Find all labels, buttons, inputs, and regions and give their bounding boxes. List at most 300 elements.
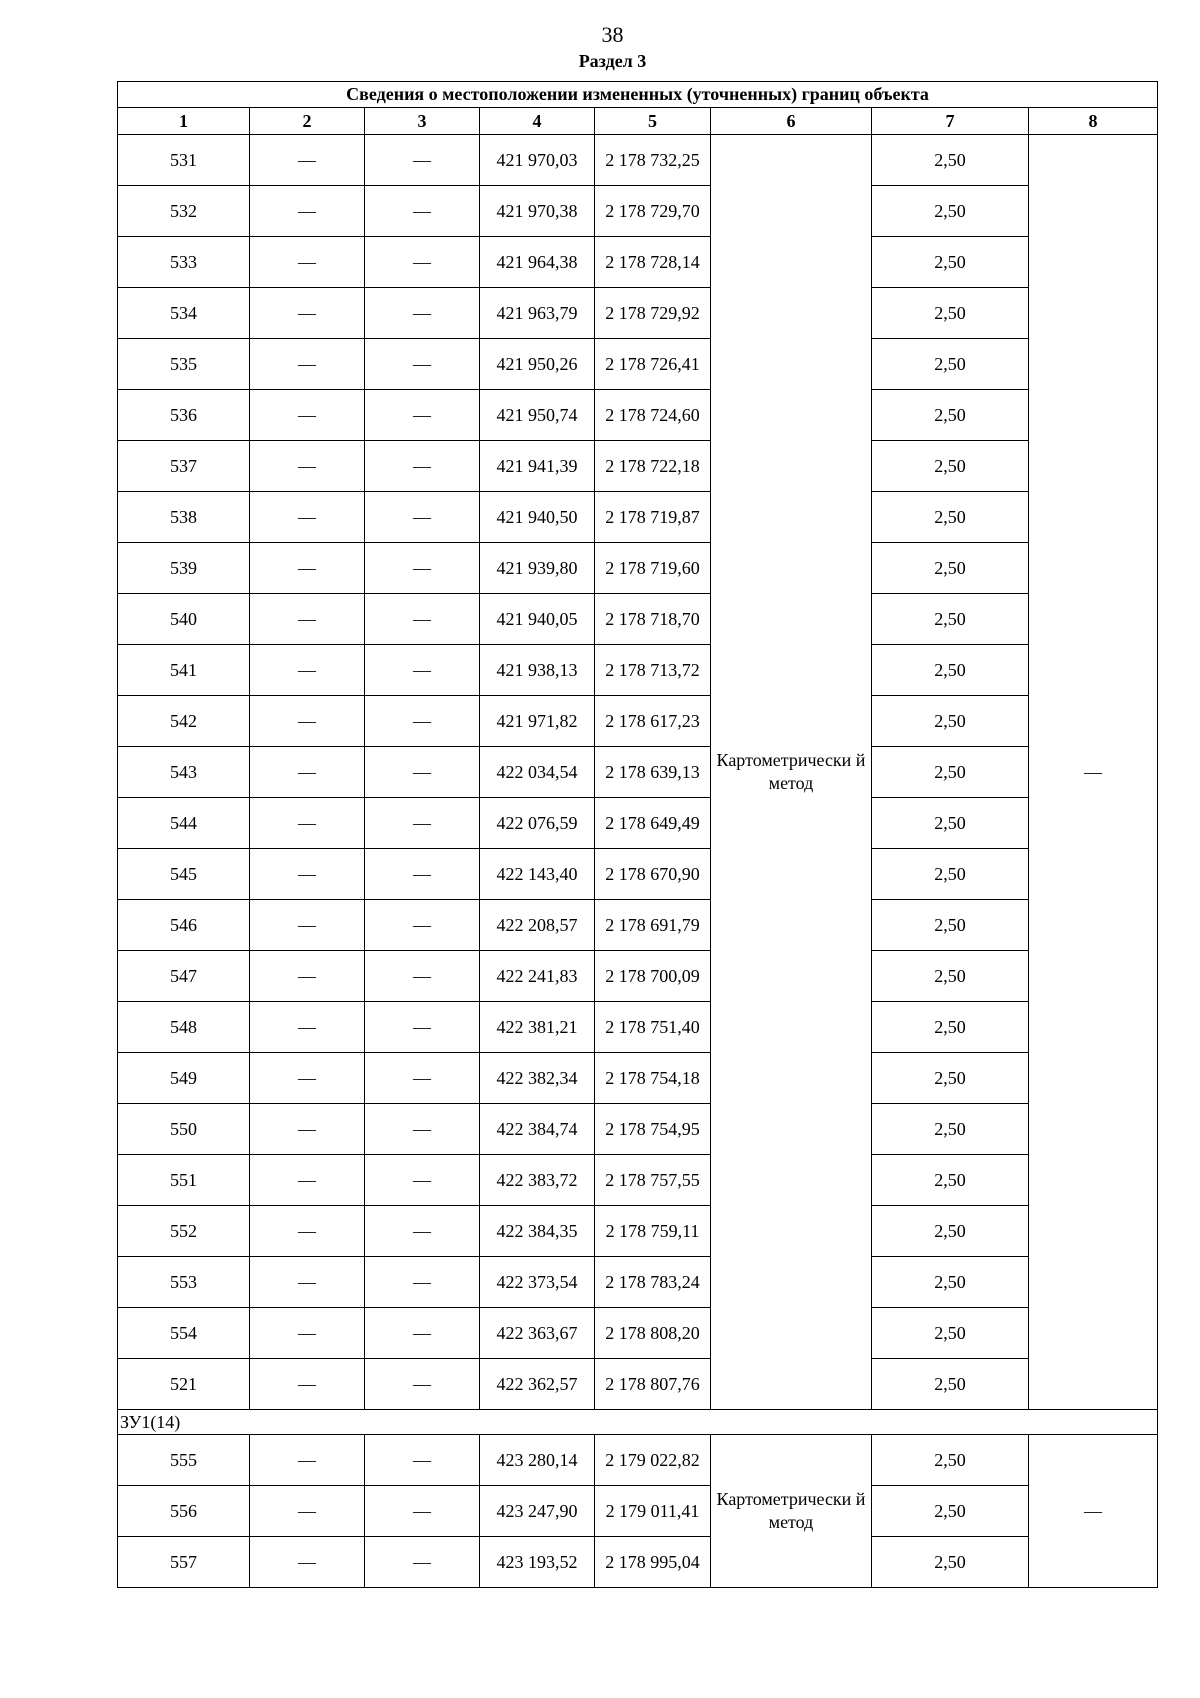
table-row	[118, 1155, 1158, 1206]
column-3-cell-text: —	[413, 863, 431, 884]
x-coordinate-cell	[480, 1002, 595, 1053]
column-2-cell	[250, 339, 365, 390]
point-number-cell	[118, 1308, 250, 1359]
column-number: 1	[118, 108, 250, 135]
column-3-cell	[365, 798, 480, 849]
column-2-cell-text: —	[298, 1016, 316, 1037]
point-number-cell	[118, 849, 250, 900]
column-2-cell-text: —	[298, 761, 316, 782]
column-2-cell-text: —	[298, 710, 316, 731]
accuracy-cell: 2,50	[872, 1155, 1029, 1206]
column-3-cell-text: —	[413, 557, 431, 578]
point-number-cell	[118, 951, 250, 1002]
column-2-cell	[250, 1002, 365, 1053]
y-coordinate-cell-text: 2 178 719,87	[605, 506, 700, 527]
column-2-cell	[250, 951, 365, 1002]
column-2-cell	[250, 1435, 365, 1486]
column-3-cell	[365, 849, 480, 900]
column-3-cell	[365, 339, 480, 390]
table-row	[118, 1308, 1158, 1359]
column-2-cell	[250, 1308, 365, 1359]
column-3-cell-text: —	[413, 1271, 431, 1292]
column-3-cell-text: —	[413, 1220, 431, 1241]
table-row	[118, 1486, 1158, 1537]
column-2-cell-text: —	[298, 557, 316, 578]
point-number-cell	[118, 135, 250, 186]
column-2-cell-text: —	[298, 1373, 316, 1394]
table-row	[118, 288, 1158, 339]
x-coordinate-cell-text: 421 964,38	[496, 251, 578, 272]
column-2-cell-text: —	[298, 251, 316, 272]
point-number-cell	[118, 492, 250, 543]
column-2-cell-text: —	[298, 200, 316, 221]
column-2-cell	[250, 1155, 365, 1206]
table-row	[118, 543, 1158, 594]
x-coordinate-cell-text: 422 382,34	[496, 1067, 578, 1088]
coordinates-table	[117, 81, 1158, 1588]
column-2-cell-text: —	[298, 1118, 316, 1139]
table-row	[118, 390, 1158, 441]
column-2-cell	[250, 696, 365, 747]
column-3-cell	[365, 1155, 480, 1206]
point-number-cell-text: 534	[170, 302, 197, 323]
table-row	[118, 1257, 1158, 1308]
x-coordinate-cell	[480, 1359, 595, 1410]
column-number: 3	[365, 108, 480, 135]
column-2-cell	[250, 1053, 365, 1104]
accuracy-cell: 2,50	[872, 1486, 1029, 1537]
column-3-cell	[365, 441, 480, 492]
x-coordinate-cell	[480, 1537, 595, 1588]
y-coordinate-cell	[595, 1308, 711, 1359]
point-number-cell	[118, 543, 250, 594]
column-2-cell	[250, 1486, 365, 1537]
y-coordinate-cell	[595, 390, 711, 441]
column-3-cell	[365, 951, 480, 1002]
accuracy-cell: 2,50	[872, 339, 1029, 390]
y-coordinate-cell	[595, 1002, 711, 1053]
point-number-cell	[118, 1257, 250, 1308]
point-number-cell	[118, 696, 250, 747]
column-2-cell	[250, 390, 365, 441]
point-number-cell-text: 546	[170, 914, 197, 935]
accuracy-cell: 2,50	[872, 594, 1029, 645]
point-number-cell-text: 532	[170, 200, 197, 221]
x-coordinate-cell-text: 422 241,83	[496, 965, 578, 986]
point-number-cell	[118, 1002, 250, 1053]
y-coordinate-cell-text: 2 178 732,25	[605, 149, 700, 170]
point-number-cell-text: 554	[170, 1322, 197, 1343]
y-coordinate-cell-text: 2 178 724,60	[605, 404, 700, 425]
y-coordinate-cell	[595, 1359, 711, 1410]
accuracy-cell: 2,50	[872, 1002, 1029, 1053]
y-coordinate-cell	[595, 1486, 711, 1537]
x-coordinate-cell	[480, 1104, 595, 1155]
accuracy-cell: 2,50	[872, 1537, 1029, 1588]
column-2-cell	[250, 900, 365, 951]
method-cell: Картометрически й метод	[711, 1435, 872, 1588]
column-2-cell-text: —	[298, 965, 316, 986]
point-number-cell	[118, 186, 250, 237]
x-coordinate-cell-text: 421 950,74	[496, 404, 578, 425]
column-2-cell	[250, 492, 365, 543]
y-coordinate-cell	[595, 594, 711, 645]
accuracy-cell: 2,50	[872, 798, 1029, 849]
column-3-cell	[365, 135, 480, 186]
point-number-cell-text: 537	[170, 455, 197, 476]
x-coordinate-cell	[480, 645, 595, 696]
column-2-cell-text: —	[298, 659, 316, 680]
column-3-cell	[365, 1435, 480, 1486]
x-coordinate-cell	[480, 390, 595, 441]
column-2-cell-text: —	[298, 1169, 316, 1190]
accuracy-cell: 2,50	[872, 288, 1029, 339]
y-coordinate-cell-text: 2 179 022,82	[605, 1449, 700, 1470]
column-3-cell	[365, 1359, 480, 1410]
column-2-cell	[250, 594, 365, 645]
y-coordinate-cell	[595, 1206, 711, 1257]
table-row	[118, 1002, 1158, 1053]
section-title: Раздел 3	[578, 51, 647, 71]
column-3-cell	[365, 696, 480, 747]
x-coordinate-cell	[480, 1486, 595, 1537]
column-3-cell	[365, 288, 480, 339]
table-row	[118, 237, 1158, 288]
x-coordinate-cell	[480, 798, 595, 849]
column-2-cell-text: —	[298, 353, 316, 374]
column-2-cell	[250, 849, 365, 900]
column-3-cell-text: —	[413, 404, 431, 425]
table-row	[118, 1104, 1158, 1155]
column-number: 7	[872, 108, 1029, 135]
table-row	[118, 645, 1158, 696]
x-coordinate-cell	[480, 186, 595, 237]
x-coordinate-cell-text: 421 970,03	[496, 149, 578, 170]
y-coordinate-cell-text: 2 178 649,49	[605, 812, 700, 833]
column-3-cell	[365, 1257, 480, 1308]
table-row	[118, 747, 1158, 798]
accuracy-cell: 2,50	[872, 1206, 1029, 1257]
y-coordinate-cell-text: 2 178 617,23	[605, 710, 700, 731]
point-number-cell-text: 541	[170, 659, 197, 680]
point-number-cell-text: 543	[170, 761, 197, 782]
column-3-cell	[365, 900, 480, 951]
accuracy-cell: 2,50	[872, 849, 1029, 900]
column-3-cell-text: —	[413, 1500, 431, 1521]
point-number-cell-text: 536	[170, 404, 197, 425]
y-coordinate-cell	[595, 747, 711, 798]
group-label: ЗУ1(14)	[118, 1410, 1158, 1435]
column-2-cell-text: —	[298, 1067, 316, 1088]
x-coordinate-cell-text: 422 381,21	[496, 1016, 578, 1037]
y-coordinate-cell-text: 2 178 719,60	[605, 557, 700, 578]
x-coordinate-cell-text: 422 208,57	[496, 914, 578, 935]
point-number-cell	[118, 1155, 250, 1206]
x-coordinate-cell	[480, 288, 595, 339]
column-2-cell	[250, 237, 365, 288]
x-coordinate-cell-text: 422 076,59	[496, 812, 578, 833]
point-number-cell-text: 531	[170, 149, 197, 170]
column-3-cell	[365, 645, 480, 696]
x-coordinate-cell-text: 423 193,52	[496, 1551, 578, 1572]
column-2-cell-text: —	[298, 1271, 316, 1292]
point-number-cell-text: 540	[170, 608, 197, 629]
x-coordinate-cell-text: 422 034,54	[496, 761, 578, 782]
column-number: 6	[711, 108, 872, 135]
point-number-cell	[118, 1206, 250, 1257]
x-coordinate-cell	[480, 951, 595, 1002]
column-2-cell	[250, 747, 365, 798]
x-coordinate-cell-text: 423 280,14	[496, 1449, 578, 1470]
column-3-cell	[365, 1002, 480, 1053]
y-coordinate-cell-text: 2 178 759,11	[605, 1220, 700, 1241]
column-2-cell-text: —	[298, 506, 316, 527]
x-coordinate-cell-text: 422 373,54	[496, 1271, 578, 1292]
y-coordinate-cell	[595, 696, 711, 747]
x-coordinate-cell-text: 422 384,74	[496, 1118, 578, 1139]
column-2-cell-text: —	[298, 914, 316, 935]
point-number-cell-text: 549	[170, 1067, 197, 1088]
accuracy-cell: 2,50	[872, 951, 1029, 1002]
accuracy-cell: 2,50	[872, 1257, 1029, 1308]
x-coordinate-cell	[480, 237, 595, 288]
y-coordinate-cell	[595, 1155, 711, 1206]
x-coordinate-cell	[480, 747, 595, 798]
y-coordinate-cell	[595, 900, 711, 951]
y-coordinate-cell	[595, 135, 711, 186]
table-row	[118, 1537, 1158, 1588]
column-3-cell	[365, 237, 480, 288]
table-row	[118, 339, 1158, 390]
point-number-cell-text: 550	[170, 1118, 197, 1139]
accuracy-cell: 2,50	[872, 237, 1029, 288]
column-3-cell-text: —	[413, 659, 431, 680]
column-2-cell	[250, 186, 365, 237]
x-coordinate-cell-text: 421 950,26	[496, 353, 578, 374]
column-3-cell	[365, 1053, 480, 1104]
x-coordinate-cell-text: 422 143,40	[496, 863, 578, 884]
table-title: Сведения о местоположении измененных (уточненных) границ объекта	[118, 82, 1158, 108]
column-3-cell	[365, 747, 480, 798]
accuracy-cell: 2,50	[872, 1308, 1029, 1359]
column-2-cell	[250, 1206, 365, 1257]
column-3-cell-text: —	[413, 812, 431, 833]
y-coordinate-cell-text: 2 178 722,18	[605, 455, 700, 476]
column-3-cell	[365, 543, 480, 594]
y-coordinate-cell	[595, 951, 711, 1002]
table-row	[118, 594, 1158, 645]
x-coordinate-cell-text: 421 970,38	[496, 200, 578, 221]
column-2-cell-text: —	[298, 608, 316, 629]
column-2-cell-text: —	[298, 302, 316, 323]
point-number-cell	[118, 747, 250, 798]
x-coordinate-cell	[480, 594, 595, 645]
x-coordinate-cell	[480, 543, 595, 594]
y-coordinate-cell-text: 2 178 691,79	[605, 914, 700, 935]
x-coordinate-cell-text: 422 363,67	[496, 1322, 578, 1343]
y-coordinate-cell-text: 2 178 807,76	[605, 1373, 700, 1394]
point-number-cell	[118, 441, 250, 492]
column-3-cell-text: —	[413, 761, 431, 782]
y-coordinate-cell-text: 2 178 713,72	[605, 659, 700, 680]
point-number-cell-text: 548	[170, 1016, 197, 1037]
column-2-cell-text: —	[298, 1500, 316, 1521]
column-3-cell-text: —	[413, 710, 431, 731]
table-row	[118, 1206, 1158, 1257]
table-row	[118, 849, 1158, 900]
x-coordinate-cell-text: 422 362,57	[496, 1373, 578, 1394]
column-number: 4	[480, 108, 595, 135]
x-coordinate-cell-text: 422 383,72	[496, 1169, 578, 1190]
column-2-cell-text: —	[298, 1220, 316, 1241]
table-row	[118, 1359, 1158, 1410]
point-number-cell	[118, 339, 250, 390]
column-3-cell	[365, 1537, 480, 1588]
column-2-cell-text: —	[298, 404, 316, 425]
x-coordinate-cell-text: 421 939,80	[496, 557, 578, 578]
point-number-cell	[118, 237, 250, 288]
accuracy-cell: 2,50	[872, 645, 1029, 696]
point-number-cell	[118, 390, 250, 441]
y-coordinate-cell-text: 2 178 757,55	[605, 1169, 700, 1190]
point-number-cell-text: 555	[170, 1449, 197, 1470]
x-coordinate-cell-text: 421 938,13	[496, 659, 578, 680]
point-number-cell-text: 552	[170, 1220, 197, 1241]
point-number-cell-text: 533	[170, 251, 197, 272]
accuracy-cell: 2,50	[872, 1435, 1029, 1486]
point-number-cell-text: 557	[170, 1551, 197, 1572]
column-2-cell	[250, 645, 365, 696]
y-coordinate-cell-text: 2 178 751,40	[605, 1016, 700, 1037]
point-number-cell-text: 553	[170, 1271, 197, 1292]
point-number-cell-text: 535	[170, 353, 197, 374]
y-coordinate-cell	[595, 1537, 711, 1588]
table-row	[118, 900, 1158, 951]
column-2-cell	[250, 1537, 365, 1588]
table-row	[118, 135, 1158, 186]
y-coordinate-cell-text: 2 178 700,09	[605, 965, 700, 986]
y-coordinate-cell	[595, 492, 711, 543]
accuracy-cell: 2,50	[872, 747, 1029, 798]
column-8-cell: —	[1029, 135, 1158, 1410]
column-3-cell	[365, 1308, 480, 1359]
accuracy-cell: 2,50	[872, 543, 1029, 594]
y-coordinate-cell-text: 2 179 011,41	[605, 1500, 700, 1521]
y-coordinate-cell	[595, 798, 711, 849]
column-2-cell-text: —	[298, 1551, 316, 1572]
table-row	[118, 492, 1158, 543]
column-number: 8	[1029, 108, 1158, 135]
column-2-cell-text: —	[298, 812, 316, 833]
column-8-cell: —	[1029, 1435, 1158, 1588]
point-number-cell-text: 538	[170, 506, 197, 527]
x-coordinate-cell-text: 423 247,90	[496, 1500, 578, 1521]
y-coordinate-cell	[595, 441, 711, 492]
y-coordinate-cell-text: 2 178 728,14	[605, 251, 700, 272]
table-row	[118, 798, 1158, 849]
x-coordinate-cell	[480, 1435, 595, 1486]
x-coordinate-cell-text: 421 941,39	[496, 455, 578, 476]
x-coordinate-cell	[480, 339, 595, 390]
column-number: 2	[250, 108, 365, 135]
column-3-cell	[365, 186, 480, 237]
x-coordinate-cell	[480, 900, 595, 951]
accuracy-cell: 2,50	[872, 1104, 1029, 1155]
column-3-cell	[365, 1486, 480, 1537]
y-coordinate-cell	[595, 288, 711, 339]
x-coordinate-cell	[480, 1155, 595, 1206]
column-3-cell	[365, 390, 480, 441]
point-number-cell-text: 545	[170, 863, 197, 884]
column-2-cell-text: —	[298, 455, 316, 476]
column-2-cell	[250, 441, 365, 492]
y-coordinate-cell-text: 2 178 729,70	[605, 200, 700, 221]
accuracy-cell: 2,50	[872, 186, 1029, 237]
accuracy-cell: 2,50	[872, 900, 1029, 951]
x-coordinate-cell	[480, 1206, 595, 1257]
point-number-cell-text: 556	[170, 1500, 197, 1521]
column-3-cell-text: —	[413, 251, 431, 272]
table-row	[118, 1053, 1158, 1104]
table-row	[118, 696, 1158, 747]
accuracy-cell: 2,50	[872, 1053, 1029, 1104]
x-coordinate-cell	[480, 1308, 595, 1359]
x-coordinate-cell-text: 422 384,35	[496, 1220, 578, 1241]
y-coordinate-cell-text: 2 178 726,41	[605, 353, 700, 374]
x-coordinate-cell	[480, 1257, 595, 1308]
x-coordinate-cell-text: 421 963,79	[496, 302, 578, 323]
y-coordinate-cell-text: 2 178 808,20	[605, 1322, 700, 1343]
accuracy-cell: 2,50	[872, 492, 1029, 543]
column-3-cell-text: —	[413, 1067, 431, 1088]
column-2-cell-text: —	[298, 149, 316, 170]
y-coordinate-cell	[595, 1257, 711, 1308]
column-2-cell	[250, 798, 365, 849]
table-row	[118, 1435, 1158, 1486]
y-coordinate-cell-text: 2 178 754,18	[605, 1067, 700, 1088]
column-2-cell-text: —	[298, 1322, 316, 1343]
accuracy-cell: 2,50	[872, 390, 1029, 441]
y-coordinate-cell	[595, 645, 711, 696]
accuracy-cell: 2,50	[872, 696, 1029, 747]
x-coordinate-cell	[480, 492, 595, 543]
page-number: 38	[601, 22, 624, 47]
point-number-cell	[118, 1053, 250, 1104]
column-3-cell-text: —	[413, 1551, 431, 1572]
column-2-cell	[250, 135, 365, 186]
accuracy-cell: 2,50	[872, 1359, 1029, 1410]
x-coordinate-cell-text: 421 940,50	[496, 506, 578, 527]
method-cell: Картометрически й метод	[711, 135, 872, 1410]
y-coordinate-cell	[595, 1053, 711, 1104]
column-3-cell-text: —	[413, 1169, 431, 1190]
y-coordinate-cell	[595, 339, 711, 390]
point-number-cell-text: 544	[170, 812, 197, 833]
x-coordinate-cell	[480, 135, 595, 186]
column-3-cell	[365, 492, 480, 543]
x-coordinate-cell	[480, 441, 595, 492]
column-3-cell-text: —	[413, 200, 431, 221]
column-3-cell-text: —	[413, 1373, 431, 1394]
y-coordinate-cell	[595, 1435, 711, 1486]
column-3-cell-text: —	[413, 1118, 431, 1139]
y-coordinate-cell-text: 2 178 639,13	[605, 761, 700, 782]
point-number-cell-text: 539	[170, 557, 197, 578]
point-number-cell	[118, 1486, 250, 1537]
x-coordinate-cell-text: 421 940,05	[496, 608, 578, 629]
point-number-cell-text: 551	[170, 1169, 197, 1190]
point-number-cell-text: 542	[170, 710, 197, 731]
